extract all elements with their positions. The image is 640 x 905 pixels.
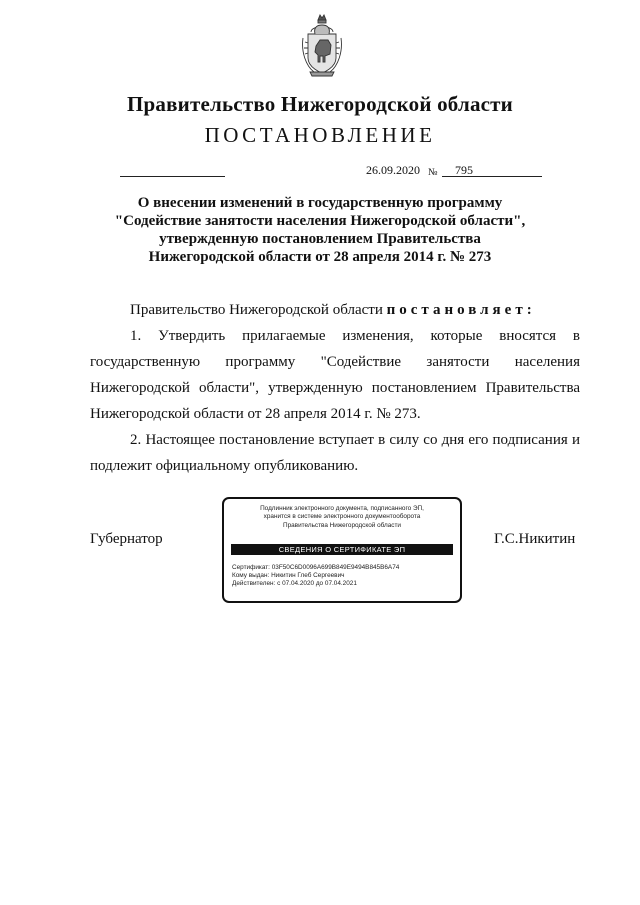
certificate-validity: Действителен: с 07.04.2020 до 07.04.2021 <box>232 580 357 587</box>
intro-verb: постановляет: <box>386 302 536 318</box>
title-line: "Содействие занятости населения Нижегородской области", <box>114 213 526 229</box>
document-date: 26.09.2020 <box>366 163 420 177</box>
certificate-owner: Кому выдан: Никитин Глеб Сергеевич <box>232 572 345 579</box>
paragraph-1-line: государственную программу "Содействие занятости населения <box>90 354 580 370</box>
title-line: утвержденную постановлением Правительства <box>159 231 481 247</box>
signer-name: Г.С.Никитин <box>494 531 576 547</box>
stamp-note-line: Подлинник электронного документа, подписанного ЭП, <box>260 505 424 512</box>
paragraph-2: 2. Настоящее постановление вступает в силу со дня его подписания и подлежит официальному опубликованию. <box>90 432 580 474</box>
number-sign: № <box>428 167 438 178</box>
resolution-intro <box>90 297 580 323</box>
certificate-info-bar: СВЕДЕНИЯ О СЕРТИФИКАТЕ ЭП <box>231 544 453 555</box>
signer-title: Губернатор <box>90 531 163 547</box>
paragraph-1-line: Нижегородской области от 28 апреля 2014 г. № 273. <box>90 406 421 422</box>
title-line: О внесении изменений в государственную программу <box>137 195 503 211</box>
paragraph-1-line: 1. Утвердить прилагаемые изменения, которые вносятся в <box>130 328 580 344</box>
organization-name: Правительство Нижегородской области <box>127 92 513 116</box>
paragraph-1 <box>90 323 580 427</box>
electronic-signature-stamp <box>222 497 462 603</box>
document-title <box>100 194 540 266</box>
document-number: 795 <box>455 163 473 177</box>
stamp-note-line: Правительства Нижегородской области <box>282 521 402 529</box>
certificate-details <box>232 564 399 588</box>
coat-of-arms-icon <box>302 12 342 78</box>
certificate-serial: Сертификат: 03F50C6D0096A699B849E9494B845B6A74 <box>232 564 400 571</box>
title-line: Нижегородской области от 28 апреля 2014 г. № 273 <box>148 249 492 265</box>
number-underline <box>442 176 542 177</box>
stamp-note <box>230 505 454 530</box>
stamp-note-line: хранится в системе электронного документооборота <box>263 513 421 521</box>
paragraph-1-line: Нижегородской области", утвержденную постановлением Правительства <box>90 380 580 396</box>
intro-prefix: Правительство Нижегородской области <box>130 302 383 318</box>
blank-line-left <box>120 176 225 177</box>
document-type: ПОСТАНОВЛЕНИЕ <box>204 123 436 147</box>
